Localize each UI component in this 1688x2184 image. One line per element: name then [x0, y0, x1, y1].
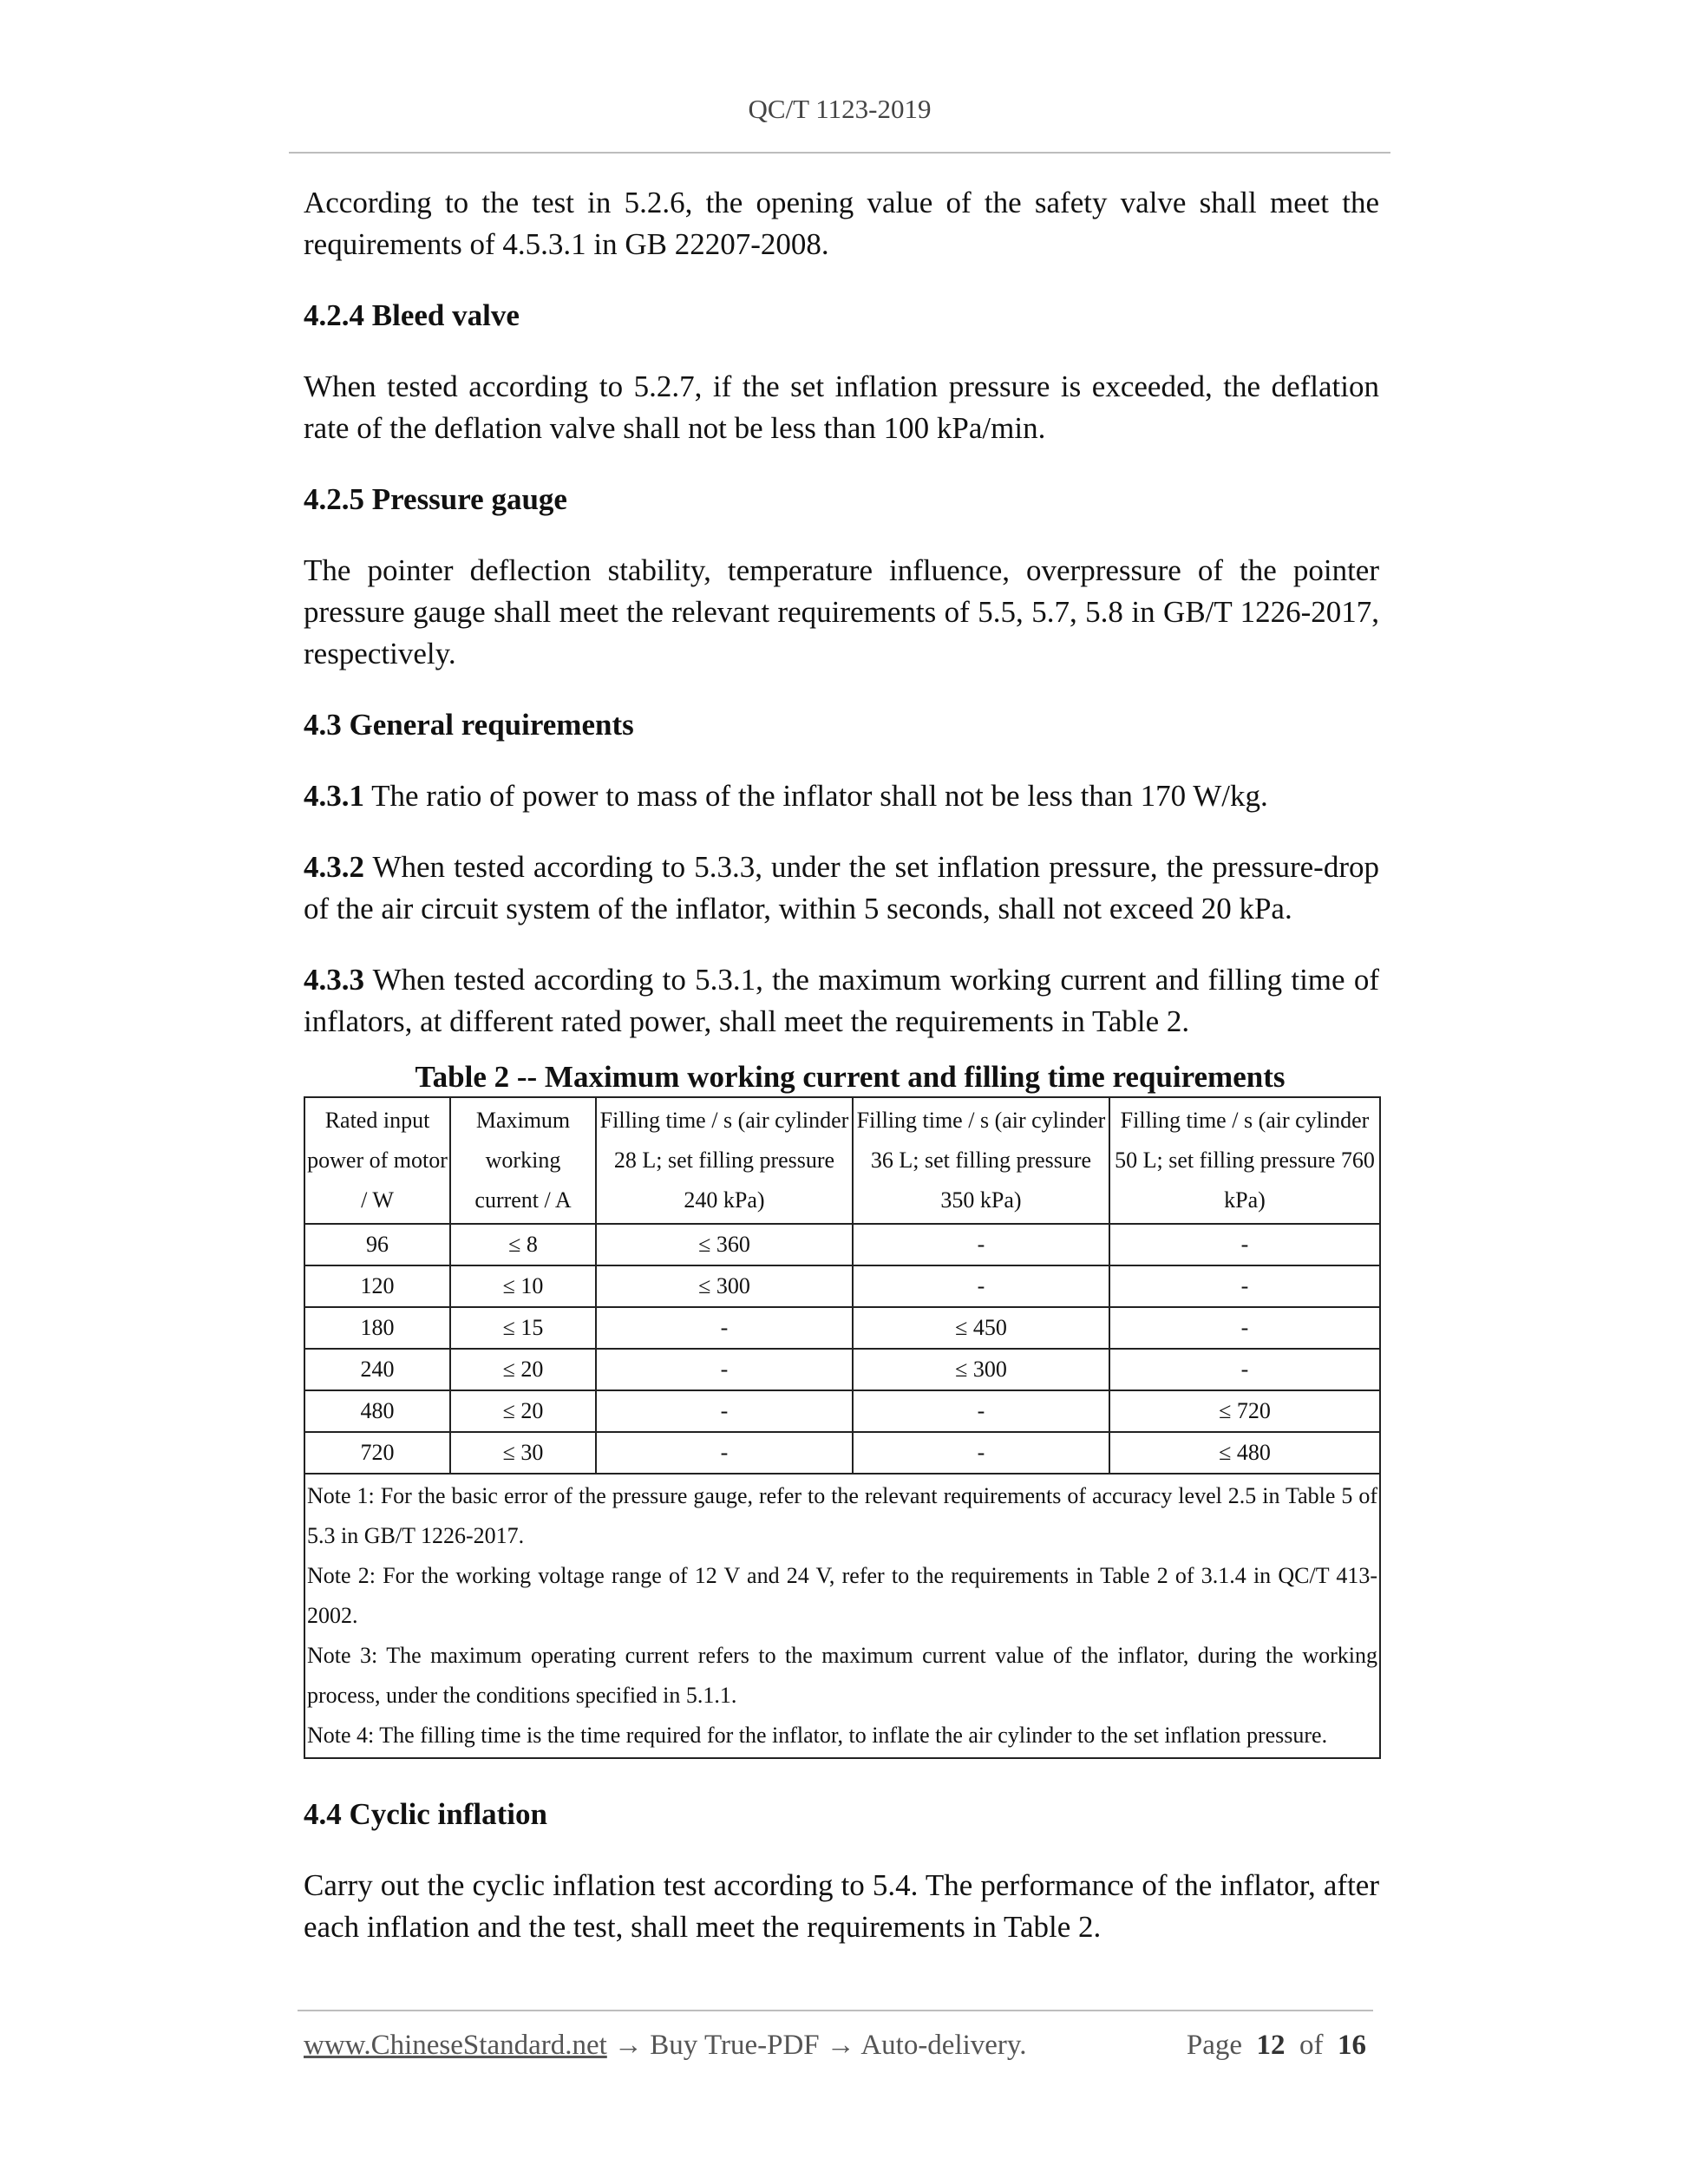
section-heading-bleed-valve: 4.2.4 Bleed valve [304, 298, 520, 332]
table-cell: ≤ 20 [450, 1390, 596, 1432]
table-cell: ≤ 30 [450, 1432, 596, 1474]
clause-number: 4.3.1 [304, 779, 364, 813]
section-heading-general-requirements: 4.3 General requirements [304, 708, 634, 742]
table-cell: ≤ 20 [450, 1349, 596, 1390]
clause-text: When tested according to 5.3.1, the maximum working current and filling time of inflators, at different rated power, shall meet the requirements in Table 2. [304, 963, 1379, 1038]
page-number [1187, 2030, 1366, 2062]
safety-valve-paragraph: According to the test in 5.2.6, the opening value of the safety valve shall meet the requirements of 4.5.3.1 in GB 22207-2008. [304, 186, 1379, 261]
table-row [304, 1390, 1380, 1432]
section-heading-cyclic-inflation: 4.4 Cyclic inflation [304, 1797, 547, 1831]
table-cell: ≤ 360 [596, 1224, 853, 1265]
clause-4-3-3 [304, 959, 1379, 1043]
table-cell: 720 [304, 1432, 450, 1474]
table-note-1: Note 1: For the basic error of the pressure gauge, refer to the relevant requirements of accuracy level 2.5 in Table 5 of 5.3 in GB/T 1226-2017. [307, 1483, 1377, 1548]
table-cell: - [853, 1390, 1109, 1432]
pressure-gauge-paragraph: The pointer deflection stability, temperature influence, overpressure of the pointer pressure gauge shall meet the relevant requirements of 5.5, 5.7, 5.8 in GB/T 1226-2017, respectively. [304, 553, 1379, 670]
bleed-valve-paragraph: When tested according to 5.2.7, if the set inflation pressure is exceeded, the deflation rate of the deflation valve shall not be less than 100 kPa/min. [304, 369, 1379, 445]
table-cell: - [1109, 1307, 1380, 1349]
header-filling-50l: Filling time / s (air cylinder 50 L; set filling pressure 760 kPa) [1109, 1097, 1380, 1224]
clause-number: 4.3.2 [304, 850, 364, 884]
table-cell: 180 [304, 1307, 450, 1349]
header-filling-36l: Filling time / s (air cylinder 36 L; set filling pressure 350 kPa) [853, 1097, 1109, 1224]
table-cell: - [853, 1224, 1109, 1265]
table-cell: ≤ 15 [450, 1307, 596, 1349]
table-cell: - [1109, 1224, 1380, 1265]
clause-4-3-2 [304, 847, 1379, 930]
table-cell: - [853, 1265, 1109, 1307]
cyclic-inflation-paragraph: Carry out the cyclic inflation test according to 5.4. The performance of the inflator, after each inflation and the test, shall meet the requirements in Table 2. [304, 1868, 1379, 1944]
total-pages: 16 [1338, 2030, 1366, 2061]
table-note-4: Note 4: The filling time is the time required for the inflator, to inflate the air cylinder to the set inflation pressure. [307, 1723, 1328, 1748]
table-cell: ≤ 8 [450, 1224, 596, 1265]
footer-links [304, 2030, 1027, 2062]
table-note-2: Note 2: For the working voltage range of 12 V and 24 V, refer to the requirements in Table 2 of 3.1.4 in QC/T 413-2002. [307, 1563, 1377, 1628]
of-label: of [1299, 2030, 1324, 2061]
clause-number: 4.3.3 [304, 963, 364, 997]
table-row [304, 1307, 1380, 1349]
clause-text: When tested according to 5.3.3, under the set inflation pressure, the pressure-drop of the air circuit system of the inflator, within 5 seconds, shall not exceed 20 kPa. [304, 850, 1379, 925]
table-cell: ≤ 10 [450, 1265, 596, 1307]
requirements-table [304, 1096, 1381, 1759]
header-divider [289, 152, 1390, 154]
table-cell: 240 [304, 1349, 450, 1390]
table-note-3: Note 3: The maximum operating current refers to the maximum current value of the inflator, during the working process, under the conditions specified in 5.1.1. [307, 1643, 1377, 1708]
table-row [304, 1432, 1380, 1474]
document-header-id: QC/T 1123-2019 [748, 94, 932, 124]
table-cell: 480 [304, 1390, 450, 1432]
table-cell: ≤ 720 [1109, 1390, 1380, 1432]
header-rated-power: Rated input power of motor / W [304, 1097, 450, 1224]
buy-pdf-link[interactable]: Buy True-PDF [650, 2030, 820, 2061]
table-cell: - [596, 1307, 853, 1349]
table-cell: - [596, 1390, 853, 1432]
table-cell: ≤ 450 [853, 1307, 1109, 1349]
table-notes [304, 1474, 1380, 1758]
auto-delivery-text: Auto-delivery. [860, 2030, 1027, 2061]
table-cell: ≤ 300 [853, 1349, 1109, 1390]
arrow-right-icon: → [614, 2030, 644, 2061]
current-page: 12 [1256, 2030, 1286, 2061]
table-title: Table 2 -- Maximum working current and filling time requirements [415, 1060, 1286, 1094]
table-cell: - [1109, 1349, 1380, 1390]
footer-divider [298, 2010, 1373, 2011]
table-cell: - [596, 1349, 853, 1390]
table-cell: - [1109, 1265, 1380, 1307]
clause-4-3-1 [304, 775, 1379, 817]
table-cell: 120 [304, 1265, 450, 1307]
table-row [304, 1265, 1380, 1307]
arrow-right-icon: → [826, 2030, 855, 2061]
clause-text: The ratio of power to mass of the inflator shall not be less than 170 W/kg. [371, 779, 1268, 813]
table-header-row [304, 1097, 1380, 1224]
table-row [304, 1349, 1380, 1390]
table-cell: ≤ 300 [596, 1265, 853, 1307]
site-link[interactable]: www.ChineseStandard.net [304, 2030, 607, 2061]
header-max-current: Maximum working current / A [450, 1097, 596, 1224]
table-notes-row [304, 1474, 1380, 1758]
table-cell: ≤ 480 [1109, 1432, 1380, 1474]
table-cell: - [853, 1432, 1109, 1474]
section-heading-pressure-gauge: 4.2.5 Pressure gauge [304, 482, 567, 516]
table-row [304, 1224, 1380, 1265]
page-content [304, 182, 1379, 1978]
table-cell: - [596, 1432, 853, 1474]
header-filling-28l: Filling time / s (air cylinder 28 L; set filling pressure 240 kPa) [596, 1097, 853, 1224]
page-label: Page [1186, 2030, 1242, 2061]
table-cell: 96 [304, 1224, 450, 1265]
